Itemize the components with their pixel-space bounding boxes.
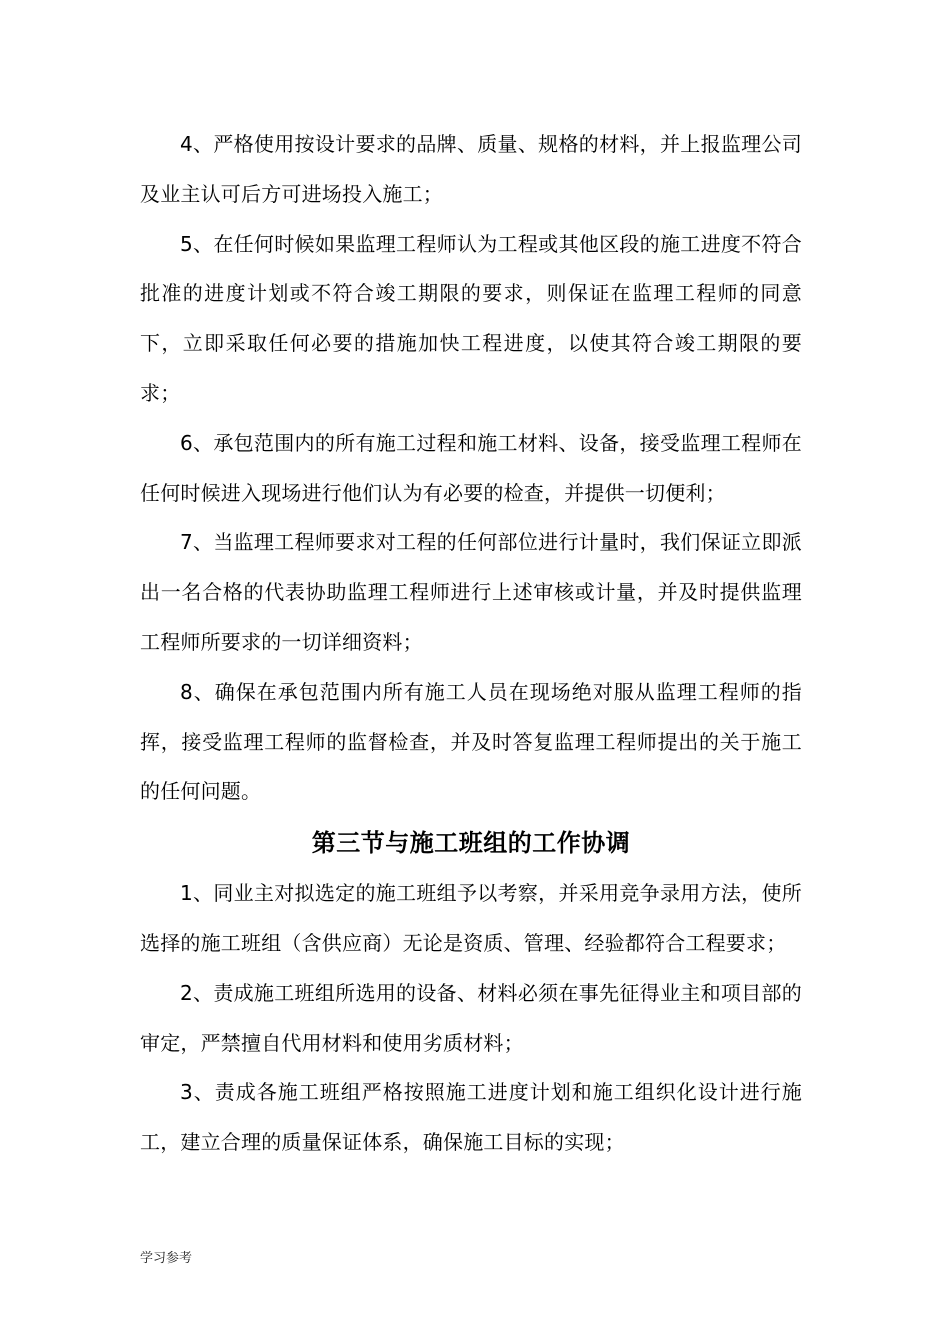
paragraph-item-1: 1、同业主对拟选定的施工班组予以考察，并采用竞争录用方法，使所选择的施工班组（含供应商）无论是资质、管理、经验都符合工程要求；: [140, 881, 802, 955]
section-title: 第三节与施工班组的工作协调: [311, 829, 631, 858]
page-footer: 学习参考: [140, 1251, 193, 1266]
document-body: [140, 120, 802, 1168]
paragraph-item-6: 6、承包范围内的所有施工过程和施工材料、设备，接受监理工程师在任何时候进入现场进行他们认为有必要的检查，并提供一切便利；: [140, 430, 802, 505]
paragraph-item-7: 7、当监理工程师要求对工程的任何部位进行计量时，我们保证立即派出一名合格的代表协助监理工程师进行上述审核或计量，并及时提供监理工程师所要求的一切详细资料；: [140, 530, 802, 654]
paragraph-item-3: 3、责成各施工班组严格按照施工进度计划和施工组织化设计进行施工，建立合理的质量保证体系，确保施工目标的实现；: [140, 1080, 802, 1155]
paragraph-item-2: 2、责成施工班组所选用的设备、材料必须在事先征得业主和项目部的审定，严禁擅自代用材料和使用劣质材料；: [140, 980, 802, 1055]
paragraph-item-8: 8、确保在承包范围内所有施工人员在现场绝对服从监理工程师的指挥，接受监理工程师的监督检查，并及时答复监理工程师提出的关于施工的任何问题。: [140, 679, 802, 804]
paragraph-item-5: 5、在任何时候如果监理工程师认为工程或其他区段的施工进度不符合批准的进度计划或不符合竣工期限的要求，则保证在监理工程师的同意下，立即采取任何必要的措施加快工程进度，以使其符合竣工期限的要求；: [140, 231, 802, 405]
paragraph-item-4: 4、严格使用按设计要求的品牌、质量、规格的材料，并上报监理公司及业主认可后方可进场投入施工；: [140, 132, 802, 206]
